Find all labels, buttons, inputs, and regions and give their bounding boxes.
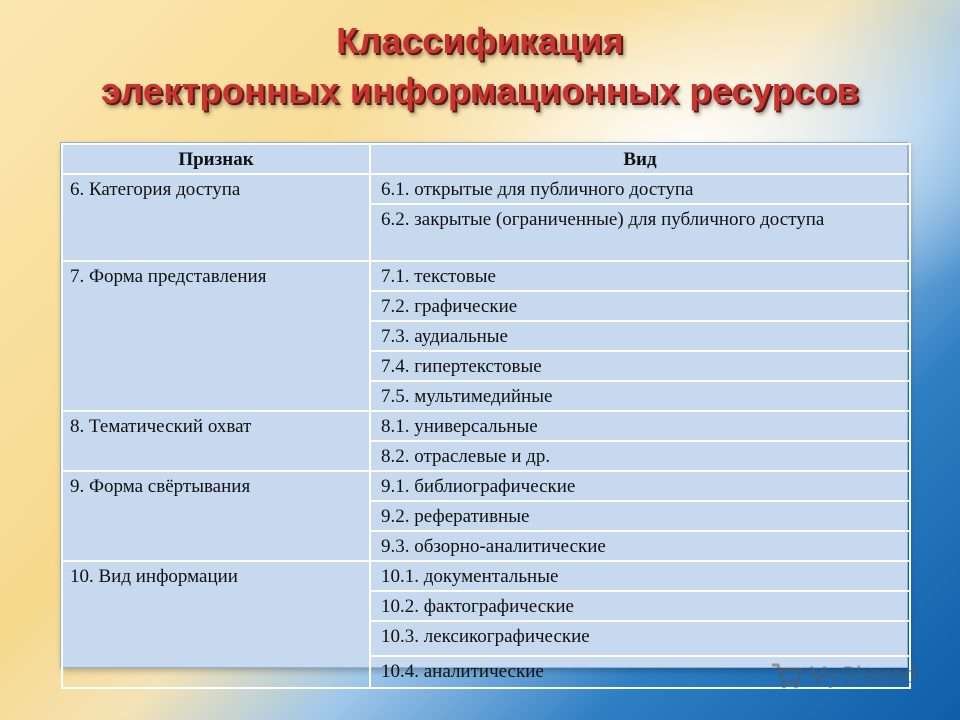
slide-title-line-2: электронных информационных ресурсов <box>100 70 860 111</box>
category-cell: 9. Форма свёртывания <box>62 471 370 561</box>
kind-cell: 7.4. гипертекстовые <box>370 351 910 381</box>
category-cell: 7. Форма представления <box>62 261 370 411</box>
kind-cell: 8.1. универсальные <box>370 411 910 441</box>
kind-cell: 6.2. закрытые (ограниченные) для публичного доступа <box>370 204 910 261</box>
kind-cell: 6.1. открытые для публичного доступа <box>370 174 910 204</box>
category-cell: 10. Вид информации <box>62 561 370 688</box>
table-row <box>62 174 910 204</box>
slide-title <box>0 16 960 116</box>
header-kind: Вид <box>370 144 910 174</box>
kind-cell: 7.1. текстовые <box>370 261 910 291</box>
table-row <box>62 471 910 501</box>
classification-table <box>61 143 911 689</box>
kind-cell: 9.1. библиографические <box>370 471 910 501</box>
category-cell: 6. Категория доступа <box>62 174 370 261</box>
header-attribute: Признак <box>62 144 370 174</box>
kind-cell: 10.3. лексикографические <box>370 621 910 656</box>
kind-cell: 8.2. отраслевые и др. <box>370 441 910 471</box>
table-header-row <box>62 144 910 174</box>
kind-cell: 9.2. реферативные <box>370 501 910 531</box>
watermark-text: MyShared <box>808 662 918 689</box>
kind-cell: 10.4. аналитические <box>370 656 910 688</box>
slide-title-line-1: Классификация <box>336 20 624 61</box>
table-row <box>62 561 910 591</box>
kind-cell: 7.3. аудиальные <box>370 321 910 351</box>
watermark <box>770 656 930 696</box>
kind-cell: 9.3. обзорно-аналитические <box>370 531 910 561</box>
kind-cell: 10.1. документальные <box>370 561 910 591</box>
kind-cell: 7.5. мультимедийные <box>370 381 910 411</box>
table-row <box>62 411 910 441</box>
kind-cell: 7.2. графические <box>370 291 910 321</box>
cart-icon <box>770 661 804 691</box>
kind-cell: 10.2. фактографические <box>370 591 910 621</box>
table-row <box>62 261 910 291</box>
category-cell: 8. Тематический охват <box>62 411 370 471</box>
